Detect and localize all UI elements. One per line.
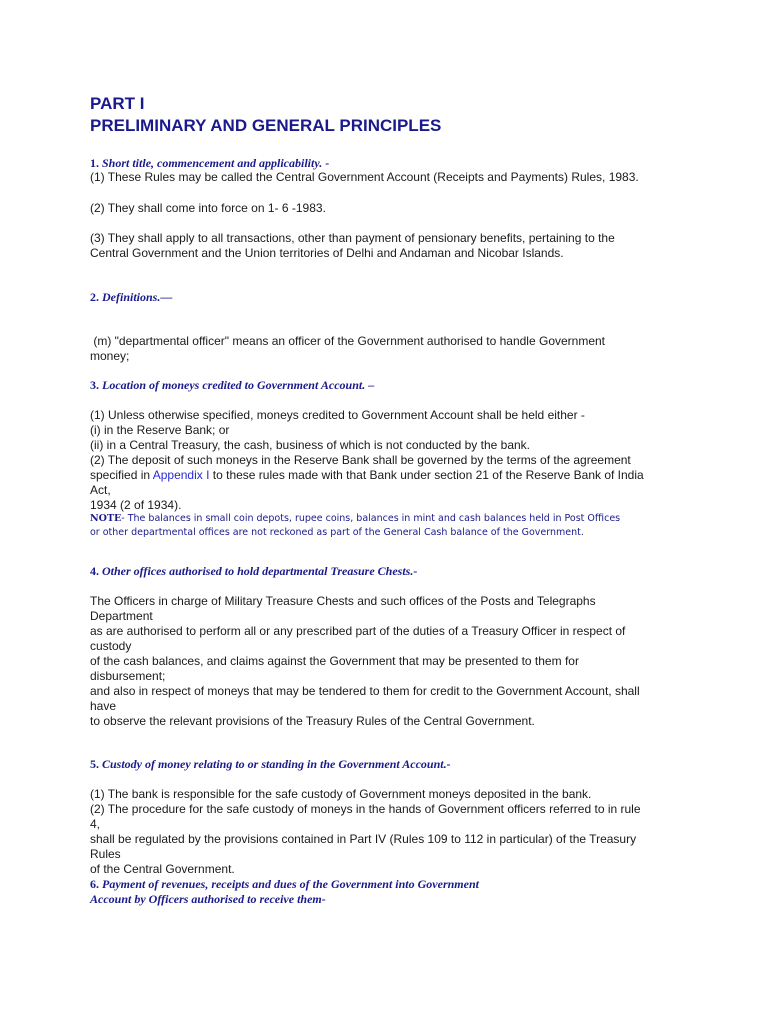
text-line: of the Central Government. (90, 862, 235, 876)
part-number: PART I (90, 94, 145, 113)
appendix-i-link[interactable]: Appendix I (152, 468, 210, 482)
text-line: money; (90, 349, 130, 363)
heading-line: Account by Officers authorised to receive them- (90, 892, 326, 906)
section-1-heading (90, 156, 329, 171)
section-number: 5. (90, 757, 99, 771)
section-1-para-1: (1) These Rules may be called the Central Government Account (Receipts and Payments) Rules, 1983. (90, 170, 639, 184)
text-line: (3) They shall apply to all transactions, other than payment of pensionary benefits, pertaining to the (90, 231, 615, 245)
section-3-body (90, 408, 644, 513)
section-number: 3. (90, 378, 99, 392)
note-line: or other departmental offices are not reckoned as part of the General Cash balance of the Government. (90, 527, 584, 538)
section-4-body (90, 594, 640, 729)
section-5-body (90, 787, 641, 877)
section-4-heading (90, 564, 417, 579)
section-3-heading (90, 378, 374, 393)
text-line (90, 468, 644, 483)
section-title: Short title, commencement and applicability. - (102, 156, 330, 170)
definition-m (90, 334, 605, 364)
text-line: (2) The deposit of such moneys in the Reserve Bank shall be governed by the terms of the agreement (90, 453, 631, 467)
note-line (90, 512, 620, 526)
text-line: to observe the relevant provisions of the Treasury Rules of the Central Government. (90, 714, 535, 728)
section-6-heading (90, 877, 479, 907)
section-title: Definitions.— (102, 290, 173, 304)
text-line: (i) in the Reserve Bank; or (90, 423, 230, 437)
section-number: 4. (90, 564, 99, 578)
text-line: 1934 (2 of 1934). (90, 498, 182, 512)
part-title (90, 93, 441, 137)
text-line: Central Government and the Union territories of Delhi and Andaman and Nicobar Islands. (90, 246, 564, 260)
heading-line (90, 877, 479, 892)
section-2-heading (90, 290, 172, 305)
text-line: shall be regulated by the provisions contained in Part IV (Rules 109 to 112 in particular) of the Treasury (90, 832, 637, 846)
text-line: custody (90, 639, 132, 653)
text-line: (1) Unless otherwise specified, moneys credited to Government Account shall be held either - (90, 408, 585, 422)
text-line: (m) "departmental officer" means an officer of the Government authorised to handle Government (90, 334, 606, 348)
text-line: (2) The procedure for the safe custody of moneys in the hands of Government officers referred to in rule (90, 802, 641, 816)
section-1-para-3 (90, 231, 615, 261)
note-label: NOTE (90, 513, 122, 524)
part-subtitle: PRELIMINARY AND GENERAL PRINCIPLES (90, 116, 442, 135)
section-title: Other offices authorised to hold departmental Treasure Chests.- (102, 564, 418, 578)
section-number: 2. (90, 290, 99, 304)
text-line: 4, (90, 817, 101, 831)
section-3-note (90, 512, 620, 540)
text-line: Act, (90, 483, 111, 497)
text-line: of the cash balances, and claims against the Government that may be presented to them for (90, 654, 579, 668)
text-line: and also in respect of moneys that may be tendered to them for credit to the Government Account, shall (90, 684, 640, 698)
text-line: have (90, 699, 117, 713)
text-line: (1) The bank is responsible for the safe custody of Government moneys deposited in the bank. (90, 787, 592, 801)
section-number: 1. (90, 156, 99, 170)
section-title: Payment of revenues, receipts and dues of the Government into Government (102, 877, 479, 891)
note-text: - The balances in small coin depots, rupee coins, balances in mint and cash balances held in Post Offices (121, 513, 621, 524)
section-5-heading (90, 757, 451, 772)
text-fragment: to these rules made with that Bank under section 21 of the Reserve Bank of India (209, 468, 644, 482)
text-line: disbursement; (90, 669, 166, 683)
section-1-para-2: (2) They shall come into force on 1- 6 -1983. (90, 201, 326, 215)
text-line: Department (90, 609, 153, 623)
text-line: The Officers in charge of Military Treasure Chests and such offices of the Posts and Telegraphs (90, 594, 596, 608)
text-line: as are authorised to perform all or any prescribed part of the duties of a Treasury Officer in respect of (90, 624, 626, 638)
text-line: (ii) in a Central Treasury, the cash, business of which is not conducted by the bank. (90, 438, 531, 452)
section-number: 6. (90, 877, 99, 891)
section-title: Location of moneys credited to Government Account. – (102, 378, 375, 392)
text-fragment: specified in (90, 468, 153, 482)
section-title: Custody of money relating to or standing in the Government Account.- (102, 757, 451, 771)
text-line: Rules (90, 847, 121, 861)
